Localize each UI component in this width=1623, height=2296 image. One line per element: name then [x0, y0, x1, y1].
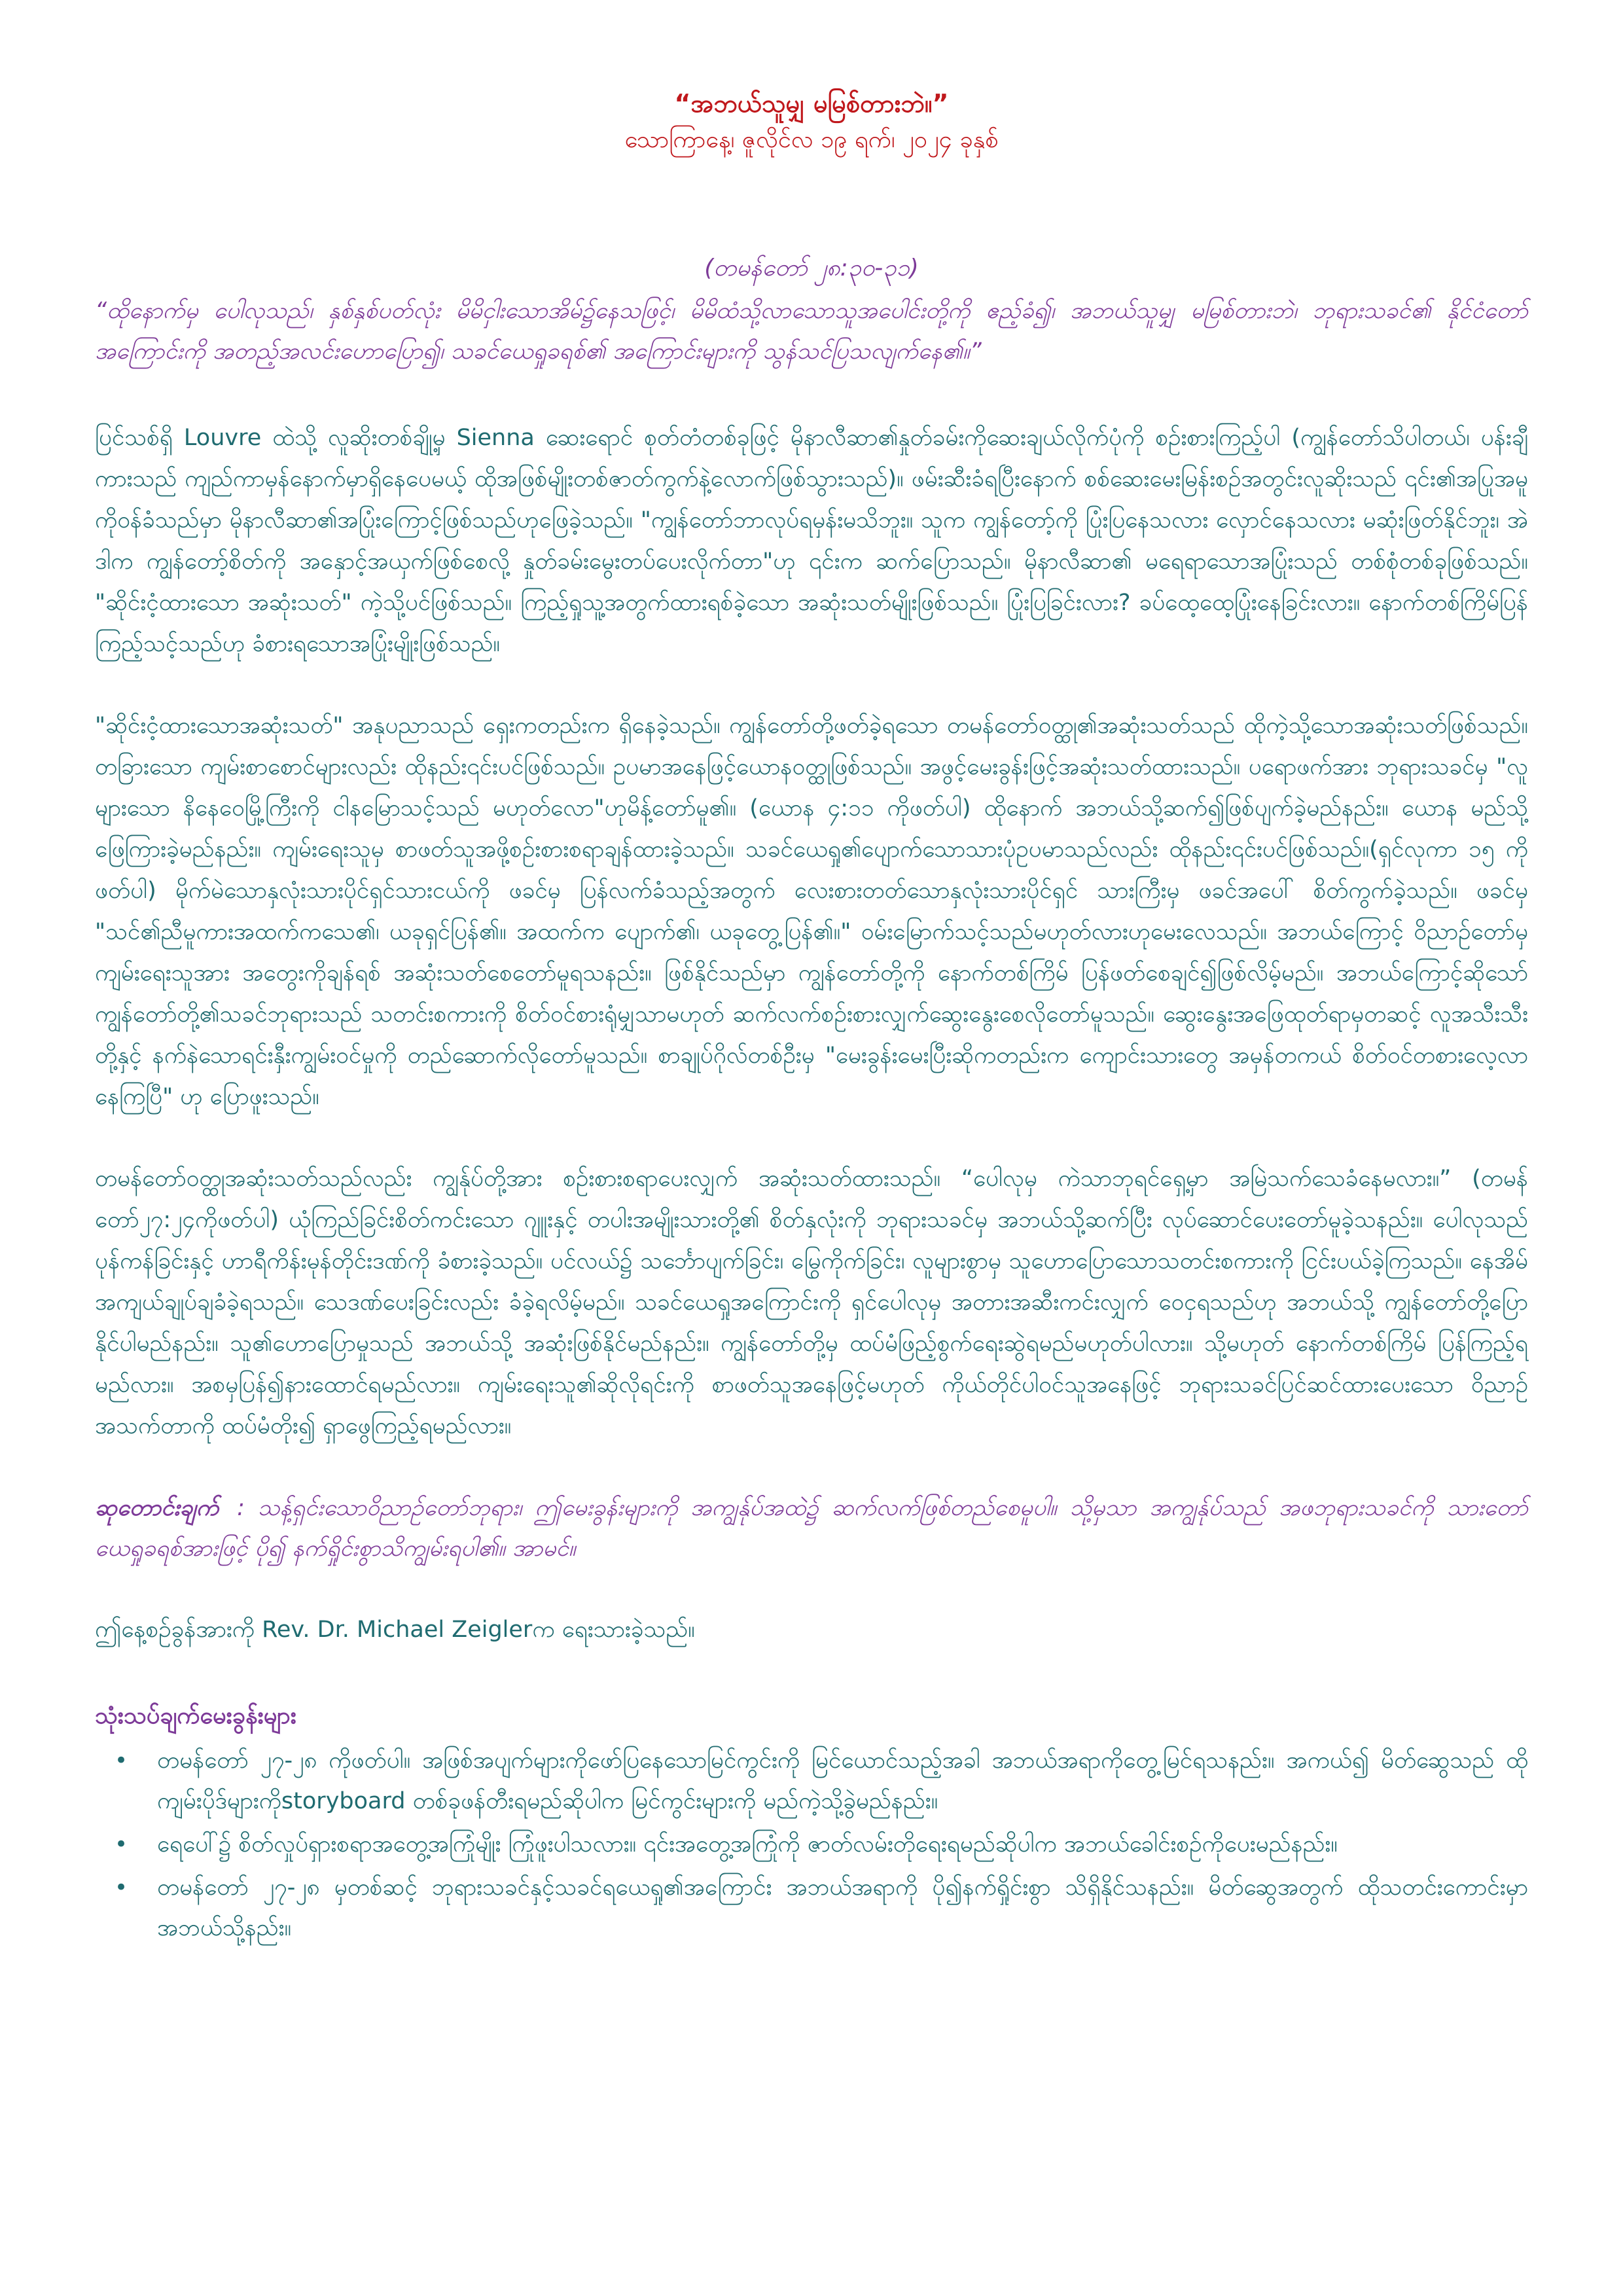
- question-text: တမန်တော် ၂၇-၂၈ ကိုဖတ်ပါ။ အဖြစ်အပျက်များကိုဖော်ပြနေသောမြင်ကွင်းကို မြင်ယောင်သည့်အခါ အဘယ်အရာကိုတွေ့မြင်ရသနည်း။ အကယ်၍ မိတ်ဆွေသည် ထိုကျမ်းပိုဒ်များကိုstoryboard တစ်ခုဖန်တီးရမည်ဆိုပါက မြင်ကွင်းများကို မည်ကဲ့သို့ခွဲမည်နည်း။: [157, 1748, 1528, 1814]
- bullet-icon: •: [115, 1831, 128, 1857]
- scripture-reference: (တမန်တော် ၂၈:၃၀-၃၁): [704, 255, 919, 281]
- bullet-icon: •: [115, 1874, 128, 1901]
- prayer-label: ဆုတောင်းချက်: [95, 1495, 219, 1521]
- body-paragraph: တမန်တော်ဝတ္ထုအဆုံးသတ်သည်လည်း ကျွန်ုပ်တို့အား စဉ်းစားစရာပေးလျှက် အဆုံးသတ်ထားသည်။ “ပေါလုမှ ကဲသာဘုရင်ရှေ့မှာ အမြဲသက်သေခံနေမလား။” (တမန်တော်၂၇:၂၄ကိုဖတ်ပါ) ယုံကြည်ခြင်းစိတ်ကင်းသော ဂျူးနှင့် တပါးအမျိုးသားတို့၏ စိတ်နှလုံးကို ဘုရားသခင်မှ အဘယ်သို့ဆက်ပြီး လုပ်ဆောင်ပေးတော်မူခဲ့သနည်း။ ပေါလုသည် ပုန်ကန်ခြင်းနှင့် ဟာရီကိန်းမုန်တိုင်းဒဏ်ကို ခံစားခဲ့သည်။ ပင်လယ်၌ သင်္ဘောပျက်ခြင်း၊ မြွေကိုက်ခြင်း၊ လူများစွာမှ သူဟောပြောသောသတင်းစကားကို ငြင်းပယ်ခဲ့ကြသည်။ နေအိမ်အကျယ်ချုပ်ချခံခဲ့ရသည်။ သေဒဏ်ပေးခြင်းလည်း ခံခဲ့ရလိမ့်မည်။ သခင်ယေရှုအကြောင်းကို ရှင်ပေါလုမှ အတားအဆီးကင်းလျှက် ဝေငှရသည်ဟု အဘယ်သို့ ကျွန်တော်တို့ပြောနိုင်ပါမည်နည်း။ သူ၏ဟောပြောမှုသည် အဘယ်သို့ အဆုံးဖြစ်နိုင်မည်နည်း။ ကျွန်တော်တို့မှ ထပ်မံဖြည့်စွက်ရေးဆွဲရမည်မဟုတ်ပါလား။ သို့မဟုတ် နောက်တစ်ကြိမ် ပြန်ကြည့်ရမည်လား။ အစမှပြန်၍နားထောင်ရမည်လား။ ကျမ်းရေးသူ၏ဆိုလိုရင်းကို စာဖတ်သူအနေဖြင့်မဟုတ် ကိုယ်တိုင်ပါဝင်သူအနေဖြင့် ဘုရားသခင်ပြင်ဆင်ထားပေးသော ဝိညာဉ်အသက်တာကို ထပ်မံတိုး၍ ရှာဖွေကြည့်ရမည်လား။: [95, 1166, 1528, 1439]
- prayer-block: [95, 1488, 1528, 1569]
- author-line: ဤနေ့စဉ်ခွန်အားကို Rev. Dr. Michael Zeiglerက ရေးသားခဲ့သည်။: [95, 1617, 695, 1643]
- devotional-date: သောကြာနေ့၊ ဇူလိုင်လ ၁၉ ရက်၊ ၂၀၂၄ ခုနှစ်: [624, 126, 999, 153]
- body-paragraph: ပြင်သစ်ရှိ Louvre ထဲသို့ လူဆိုးတစ်ချို့မှ Sienna ဆေးရောင် စုတ်တံတစ်ခုဖြင့် မိုနာလီဆာ၏နှုတ်ခမ်းကိုဆေးချယ်လိုက်ပုံကို စဉ်းစားကြည့်ပါ (ကျွန်တော်သိပါတယ်၊ ပန်းချီကားသည် ကျည်ကာမှန်နောက်မှာရှိနေပေမယ့် ထိုအဖြစ်မျိုးတစ်ဇာတ်ကွက်နဲ့လောက်ဖြစ်သွားသည်)။ ဖမ်းဆီးခံရပြီးနောက် စစ်ဆေးမေးမြန်းစဉ်အတွင်းလူဆိုးသည် ၎င်း၏အပြုအမူကိုဝန်ခံသည်မှာ မိုနာလီဆာ၏အပြုံးကြောင့်ဖြစ်သည်ဟုဖြေခဲ့သည်။ "ကျွန်တော်ဘာလုပ်ရမှန်းမသိဘူး။ သူက ကျွန်တော့်ကို ပြုံးပြနေသလား လှောင်နေသလား မဆုံးဖြတ်နိုင်ဘူး၊ အဲဒါက ကျွန်တော့်စိတ်ကို အနှောင့်အယှက်ဖြစ်စေလို့ နှုတ်ခမ်းမွေးတပ်ပေးလိုက်တာ"ဟု ၎င်းက ဆက်ပြောသည်။ မိုနာလီဆာ၏ မရေရာသောအပြုံးသည် တစ်စုံတစ်ခုဖြစ်သည်။ "ဆိုင်းငံ့ထားသော အဆုံးသတ်" ကဲ့သို့ပင်ဖြစ်သည်။ ကြည့်ရှုသူ့အတွက်ထားရစ်ခဲ့သော အဆုံးသတ်မျိုးဖြစ်သည်။ ပြုံးပြခြင်းလား? ခပ်ထေ့ထေ့ပြုံးနေခြင်းလား။ နောက်တစ်ကြိမ်ပြန်ကြည့်သင့်သည်ဟု ခံစားရသောအပြုံးမျိုးဖြစ်သည်။: [95, 425, 1528, 657]
- scripture-text: “ထိုနောက်မှ ပေါလုသည်၊ နှစ်နှစ်ပတ်လုံး မိမိငှါးသောအိမ်၌နေသဖြင့်၊ မိမိထံသို့လာသောသူအပေါင်းတို့ကို ဧည့်ခံ၍၊ အဘယ်သူမျှ မမြစ်တားဘဲ၊ ဘုရားသခင်၏ နိုင်ငံတော်အကြောင်းကို အတည့်အလင်းဟောပြော၍၊ သခင်ယေရှုခရစ်၏ အကြောင်းများကို သွန်သင်ပြသလျက်နေ၏။”: [95, 298, 1528, 365]
- question-item: [95, 1824, 1528, 1865]
- questions-heading: သုံးသပ်ချက်မေးခွန်းများ: [95, 1702, 296, 1729]
- prayer-text: : သန့်ရှင်းသောဝိညာဉ်တော်ဘုရား၊ ဤမေးခွန်းများကို အကျွန်ုပ်အထဲ၌ ဆက်လက်ဖြစ်တည်စေမူပါ။ သို့မှသာ အကျွန်ုပ်သည် အဖဘုရားသခင်ကို သားတော်ယေရှုခရစ်အားဖြင့် ပို၍ နက်ရှိုင်းစွာသိကျွမ်းရပါ၏။ အာမင်။: [95, 1495, 1528, 1562]
- questions-list: [95, 1740, 1528, 1948]
- devotional-title: “အဘယ်သူမျှ မမြစ်တားဘဲ။”: [674, 89, 949, 118]
- bullet-icon: •: [115, 1748, 128, 1774]
- question-item: [95, 1740, 1528, 1821]
- question-item: [95, 1867, 1528, 1948]
- body-paragraph: "ဆိုင်းငံ့ထားသောအဆုံးသတ်" အနုပညာသည် ရှေးကတည်းက ရှိနေခဲ့သည်။ ကျွန်တော်တို့ဖတ်ခဲ့ရသော တမန်တော်ဝတ္ထု၏အဆုံးသတ်သည် ထိုကဲ့သို့သောအဆုံးသတ်ဖြစ်သည်။ တခြားသော ကျမ်းစာစောင်များလည်း ထိုနည်း၎င်းပင်ဖြစ်သည်။ ဥပမာအနေဖြင့်ယောနဝတ္ထုဖြစ်သည်။ အဖွင့်မေးခွန်းဖြင့်အဆုံးသတ်ထားသည်။ ပရောဖက်အား ဘုရားသခင်မှ "လူများသော နိနေဝေမြို့ကြီးကို ငါနမြောသင့်သည် မဟုတ်လော"ဟုမိန့်တော်မူ၏။ (ယောန ၄:၁၁ ကိုဖတ်ပါ) ထိုနောက် အဘယ်သို့ဆက်၍ဖြစ်ပျက်ခဲ့မည်နည်း။ ယောန မည်သို့ဖြေကြားခဲ့မည်နည်း။ ကျမ်းရေးသူမှ စာဖတ်သူအဖို့စဉ်းစားစရာချန်ထားခဲ့သည်။ သခင်ယေရှု၏ပျောက်သောသားပုံဥပမာသည်လည်း ထိုနည်း၎င်းပင်ဖြစ်သည်။(ရှင်လုကာ ၁၅ ကိုဖတ်ပါ) မိုက်မဲသောနှလုံးသားပိုင်ရှင်သားငယ်ကို ဖခင်မှ ပြန်လက်ခံသည့်အတွက် လေးစားတတ်သောနှလုံးသားပိုင်ရှင် သားကြီးမှ ဖခင်အပေါ် စိတ်ကွက်ခဲ့သည်။ ဖခင်မှ "သင်၏ညီမူကားအထက်ကသေ၏၊ ယခုရှင်ပြန်၏။ အထက်က ပျောက်၏၊ ယခုတွေ့ပြန်၏။" ဝမ်းမြောက်သင့်သည်မဟုတ်လားဟုမေးလေသည်။ အဘယ်ကြောင့် ဝိညာဉ်တော်မှ ကျမ်းရေးသူအား အတွေးကိုချန်ရစ် အဆုံးသတ်စေတော်မူရသနည်း။ ဖြစ်နိုင်သည်မှာ ကျွန်တော်တို့ကို နောက်တစ်ကြိမ် ပြန်ဖတ်စေချင်၍ဖြစ်လိမ့်မည်။ အဘယ်ကြောင့်ဆိုသော် ကျွန်တော်တို့၏သခင်ဘုရားသည် သတင်းစကားကို စိတ်ဝင်စားရုံမျှသာမဟုတ် ဆက်လက်စဉ်းစားလျှက်ဆွေးနွေးစေလိုတော်မူသည်။ ဆွေးနွေးအဖြေထုတ်ရာမှတဆင့် လူအသီးသီးတို့နှင့် နက်နဲသောရင်းနှီးကျွမ်းဝင်မှုကို တည်ဆောက်လိုတော်မူသည်။ စာချုပ်ဂိုလ်တစ်ဦးမှ "မေးခွန်းမေးပြီးဆိုကတည်းက ကျောင်းသားတွေ အမှန်တကယ် စိတ်ဝင်တစားလေ့လာနေကြပြီ" ဟု ပြောဖူးသည်။: [95, 713, 1528, 1110]
- question-text: ရေပေါ်၌ စိတ်လှုပ်ရှားစရာအတွေ့အကြုံမျိုး ကြုံဖူးပါသလား။ ၎င်းအတွေ့အကြုံကို ဇာတ်လမ်းတိုရေးရမည်ဆိုပါက အဘယ်ခေါင်းစဉ်ကိုပေးမည်နည်း။: [157, 1831, 1338, 1857]
- question-text: တမန်တော် ၂၇-၂၈ မှတစ်ဆင့် ဘုရားသခင်နှင့်သခင်ရယေရှု၏အကြောင်း အဘယ်အရာကို ပို၍နက်ရှိုင်းစွာ သိရှိနိုင်သနည်း။ မိတ်ဆွေအတွက် ထိုသတင်းကောင်းမှာ အဘယ်သို့နည်း။: [157, 1874, 1528, 1941]
